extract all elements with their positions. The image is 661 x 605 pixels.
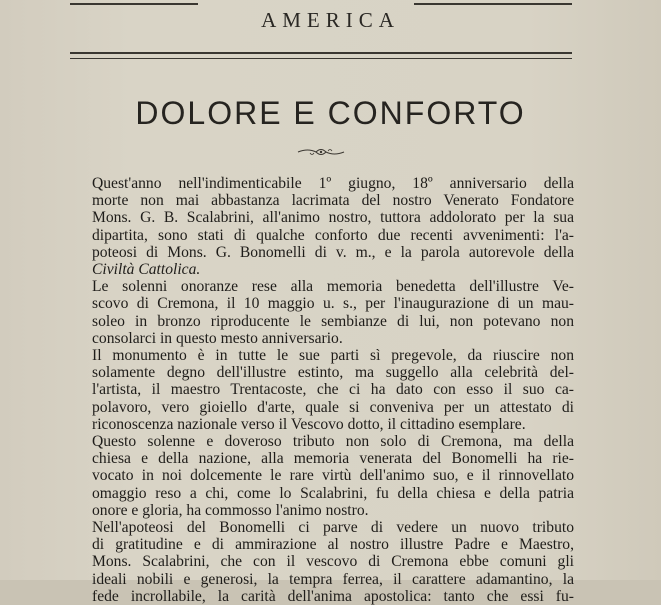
ornament-flourish-icon	[296, 146, 346, 158]
text-line: consolarci in questo mesto anniversario.	[92, 329, 343, 347]
text-line: polavoro, vero gioiello d'arte, quale si conveniva per un attestato di	[92, 398, 574, 416]
running-header	[0, 0, 661, 40]
text-line: dipartita, sono stati di qualche conforto due recenti avvenimenti: l'a-	[92, 226, 574, 244]
header-rule-right	[414, 3, 572, 5]
paragraph-2	[70, 278, 574, 347]
running-head-title: AMERICA	[261, 8, 400, 32]
article-title: DOLORE E CONFORTO	[135, 95, 526, 131]
text-line: Mons. Scalabrini, che con il vescovo di Cremona ebbe comuni gli	[92, 553, 574, 571]
text-line: Mons. G. B. Scalabrini, all'animo nostro, tuttora addolorato per la sua	[92, 209, 574, 227]
header-rule-left	[70, 3, 198, 5]
text-line: morte non mai abbastanza lacrimata del nostro Venerato Fondatore	[92, 192, 574, 210]
article-body	[70, 175, 574, 605]
text-line: Quest'anno nell'indimenticabile 1º giugno, 18º anniversario della	[92, 175, 574, 192]
text-line: solamente degno dell'illustre estinto, ma suggello alla celebrità del-	[92, 364, 574, 382]
text-line: di gratitudine e di ammirazione al nostro illustre Padre e Maestro,	[92, 536, 574, 554]
text-line: fede incrollabile, la carità dell'anima apostolica: tanto che essi fu-	[92, 587, 574, 605]
text-line: Le solenni onoranze rese alla memoria benedetta dell'illustre Ve-	[92, 278, 574, 296]
text-line: omaggio reso a chi, come lo Scalabrini, fu della chiesa e della patria	[92, 484, 574, 502]
text-line: Il monumento è in tutte le sue parti sì pregevole, da riuscire non	[92, 347, 574, 365]
text-line: Questo solenne e doveroso tributo non solo di Cremona, ma della	[92, 433, 574, 451]
paragraph-4	[70, 433, 574, 519]
text-line: soleo in bronzo riproducente le sembianze di lui, non potevano non	[92, 312, 574, 330]
paragraph-3	[70, 347, 574, 433]
header-double-rule-bottom	[70, 58, 572, 59]
text-line: chiesa e della nazione, alla memoria venerata del Bonomelli ha rie-	[92, 450, 574, 468]
text-line: scovo di Cremona, il 10 maggio u. s., per l'inaugurazione di un mau-	[92, 295, 574, 313]
text-line: onore e gloria, ha commosso l'animo nostro.	[92, 501, 369, 519]
paragraph-1	[70, 175, 574, 278]
text-line: poteosi di Mons. G. Bonomelli di v. m., e la parola autorevole della	[92, 243, 574, 261]
text-line-italic: Civiltà Cattolica.	[92, 261, 201, 279]
text-line: vocato in noi dolcemente le rare virtù dell'animo suo, e il rinnovellato	[92, 467, 574, 485]
text-line: riconoscenza nazionale verso il Vescovo dotto, il cittadino esemplare.	[92, 415, 526, 433]
text-line: Nell'apoteosi del Bonomelli ci parve di vedere un nuovo tributo	[92, 519, 574, 537]
text-line: ideali nobili e generosi, la tempra ferrea, il carattere adamantino, la	[92, 570, 574, 588]
header-double-rule-top	[70, 52, 572, 54]
text-line: l'artista, il maestro Trentacoste, che ci ha dato con esso il suo ca-	[92, 381, 574, 399]
paragraph-5	[70, 519, 574, 605]
